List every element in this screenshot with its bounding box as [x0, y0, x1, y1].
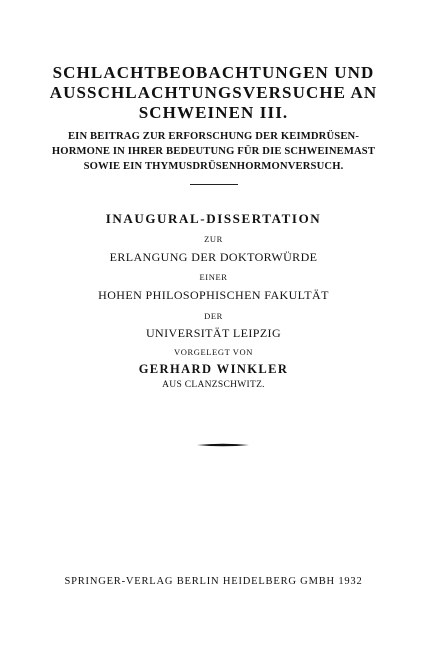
faculty-name: HOHEN PHILOSOPHISCHEN FAKULTÄT [98, 288, 329, 302]
subtitle-line-2: HORMONE IN IHRER BEDEUTUNG FÜR DIE SCHWEINEMAST [51, 146, 376, 157]
word-zur: ZUR [204, 234, 223, 244]
subtitle-line-3: SOWIE EIN THYMUSDRÜSENHORMONVERSUCH. [83, 161, 344, 172]
title-line-3: SCHWEINEN III. [138, 103, 289, 122]
title-line-1: SCHLACHTBEOBACHTUNGEN UND [52, 63, 375, 82]
submitted-by: VORGELEGT VON [173, 347, 254, 357]
word-einer: EINER [199, 272, 228, 282]
subtitle-line-1: EIN BEITRAG ZUR ERFORSCHUNG DER KEIMDRÜSEN- [67, 131, 360, 142]
ornament-rule [197, 443, 249, 447]
degree-purpose: ERLANGUNG DER DOKTORWÜRDE [109, 250, 318, 264]
word-der: DER [204, 311, 223, 321]
divider-rule [190, 184, 238, 185]
publisher-imprint: SPRINGER-VERLAG BERLIN HEIDELBERG GMBH 1932 [64, 576, 363, 587]
university-name: UNIVERSITÄT LEIPZIG [145, 326, 282, 340]
dissertation-heading: INAUGURAL-DISSERTATION [105, 211, 322, 226]
author-name: GERHARD WINKLER [138, 362, 289, 376]
title-line-2: AUSSCHLACHTUNGSVERSUCHE AN [49, 83, 378, 102]
author-origin: AUS CLANZSCHWITZ. [162, 380, 265, 390]
